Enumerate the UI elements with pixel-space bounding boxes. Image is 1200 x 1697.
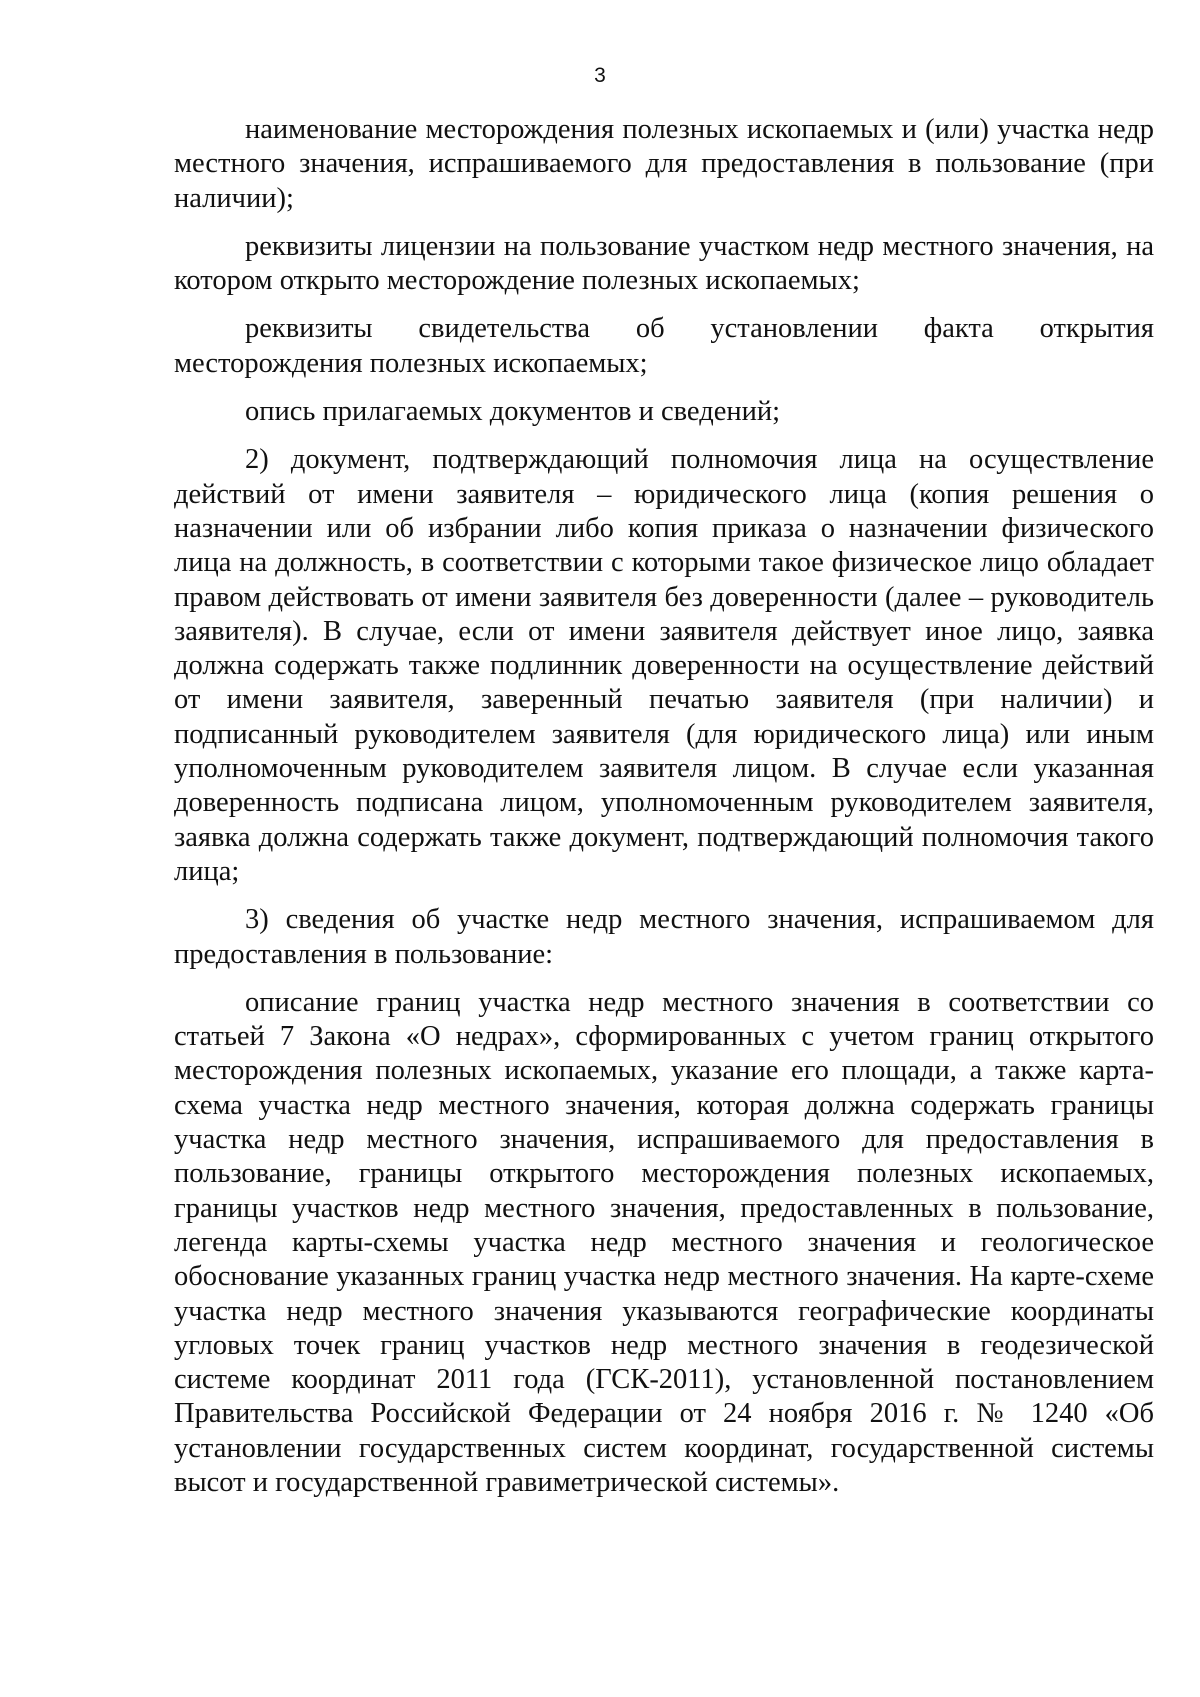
paragraph-certificate-details: реквизиты свидетельства об установлении факта открытия месторождения полезных ископаемых; <box>174 313 1154 379</box>
paragraph-item-3-subsoil-plot-info: 3) сведения об участке недр местного значения, испрашиваемом для предоставления в пользование: <box>174 904 1154 970</box>
page-number: 3 <box>594 64 606 87</box>
paragraph-documents-inventory: опись прилагаемых документов и сведений; <box>245 396 781 428</box>
paragraph-deposit-name: наименование месторождения полезных ископаемых и (или) участка недр местного значения, испрашиваемого для предоставления в пользование (при наличии); <box>174 114 1154 214</box>
paragraph-license-details: реквизиты лицензии на пользование участком недр местного значения, на котором открыто месторождение полезных ископаемых; <box>174 230 1154 297</box>
paragraph-boundaries-description: описание границ участка недр местного значения в соответствии со статьей 7 Закона «О недрах», сформированных с учетом границ открытого месторождения полезных ископаемых, указание его площади, а также карта-схема участка недр местного значения, которая должна содержать границы участка недр местного значения, испрашиваемого для предоставления в пользование, границы открытого месторождения полезных ископаемых, границы участков недр местного значения, предоставленных в пользование, легенда карты-схемы участка недр местного значения и геологическое обоснование указанных границ участка недр местного значения. На карте-схеме участка недр местного значения указываются географические координаты угловых точек границ участков недр местного значения в геодезической системе координат 2011 года (ГСК-2011), установленной постановлением Правительства Российской Федерации от 24 ноября 2016 г. № 1240 «Об установлении государственных систем координат, государственной системы высот и государственной гравиметрической системы». <box>174 986 1154 1498</box>
document-body <box>174 113 1154 1514</box>
paragraph-item-2-authority-document: 2) документ, подтверждающий полномочия лица на осуществление действий от имени заявителя – юридического лица (копия решения о назначении или об избрании либо копия приказа о назначении физического лица на должность, в соответствии с которыми такое физическое лицо обладает правом действовать от имени заявителя без доверенности (далее – руководитель заявителя). В случае, если от имени заявителя действует иное лицо, заявка должна содержать также подлинник доверенности на осуществление действий от имени заявителя, заверенный печатью заявителя (при наличии) и подписанный руководителем заявителя (для юридического лица) или иным уполномоченным руководителем заявителя лицом. В случае если указанная доверенность подписана лицом, уполномоченным руководителем заявителя, заявка должна содержать также документ, подтверждающий полномочия такого лица; <box>174 444 1154 887</box>
